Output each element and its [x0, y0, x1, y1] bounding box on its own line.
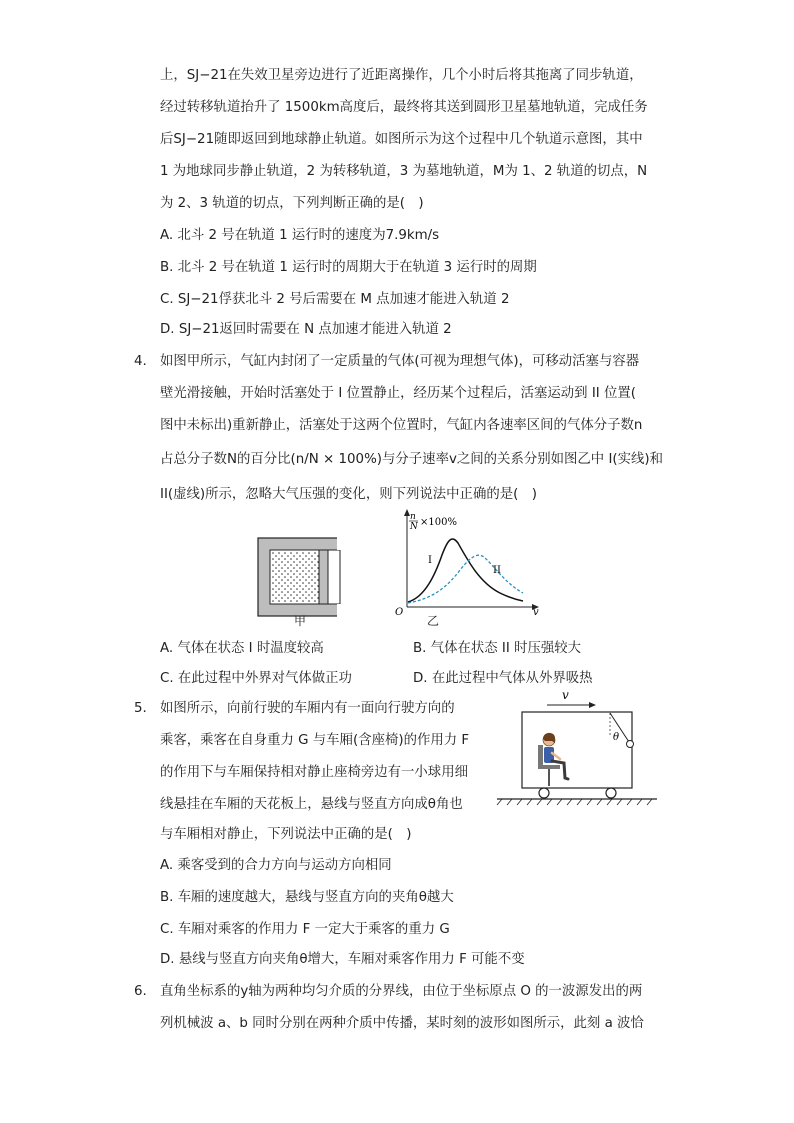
gas-region: [271, 551, 319, 603]
origin-label: O: [395, 607, 404, 618]
curve-ii-label: II: [493, 565, 501, 576]
q3-option-d: D. SJ−21返回时需要在 N 点加速才能进入轨道 2: [160, 322, 452, 337]
q5-number: 5.: [134, 701, 147, 716]
q5-figure-train-car: [492, 685, 662, 810]
q5-line-4: 线悬挂在车厢的天花板上，悬线与竖直方向成θ角也: [160, 797, 463, 812]
q5-line-2: 乘客，乘客在自身重力 G 与车厢(含座椅)的作用力 F: [160, 733, 470, 748]
q4-line-4: 占总分子数N的百分比(n/N × 100%)与分子速率v之间的关系分别如图乙中 I(实线)和: [160, 452, 664, 467]
q6-line-2: 列机械波 a、b 同时分别在两种介质中传播，某时刻的波形如图所示，此刻 a 波恰: [160, 1016, 644, 1031]
ball: [627, 741, 634, 748]
q4-option-b: B. 气体在状态 II 时压强较大: [413, 641, 582, 656]
curve-i-label: I: [428, 555, 432, 566]
q3-line-5: 为 2、3 轨道的切点，下列判断正确的是( ): [160, 196, 424, 211]
x-axis-label: v: [533, 607, 539, 618]
q4-option-d: D. 在此过程中气体从外界吸热: [413, 671, 593, 686]
q5-option-b: B. 车厢的速度越大，悬线与竖直方向的夹角θ越大: [160, 890, 454, 905]
q4-caption-right: 乙: [427, 614, 440, 628]
q5-option-a: A. 乘客受到的合力方向与运动方向相同: [160, 858, 392, 873]
q4-line-3: 图中未标出)重新静止，活塞处于这两个位置时，气缸内各速率区间的气体分子数n: [160, 418, 643, 433]
q4-option-a: A. 气体在状态 I 时温度较高: [160, 641, 324, 656]
q3-line-4: 1 为地球同步静止轨道，2 为转移轨道，3 为墓地轨道，M为 1、2 轨道的切点，N: [160, 164, 648, 179]
q6-line-1: 直角坐标系的y轴为两种均匀介质的分界线，由位于坐标原点 O 的一波源发出的两: [160, 984, 643, 999]
q3-option-a: A. 北斗 2 号在轨道 1 运行时的速度为7.9km/s: [160, 228, 440, 243]
q4-figure-distribution: [390, 505, 545, 630]
seat: [538, 765, 560, 769]
q4-line-2: 壁光滑接触，开始时活塞处于 I 位置静止，经历某个过程后，活塞运动到 II 位置(: [160, 386, 636, 401]
q4-number: 4.: [134, 354, 147, 369]
svg-text:×100%: ×100%: [420, 517, 457, 528]
piston: [319, 550, 328, 604]
wheel-left: [539, 788, 549, 798]
q5-option-c: C. 车厢对乘客的作用力 F 一定大于乘客的重力 G: [160, 922, 450, 937]
q3-option-c: C. SJ−21俘获北斗 2 号后需要在 M 点加速才能进入轨道 2: [160, 292, 510, 307]
angle-label: θ: [613, 732, 620, 743]
q4-line-1: 如图甲所示，气缸内封闭了一定质量的气体(可视为理想气体)，可移动活塞与容器: [160, 354, 640, 369]
q5-line-1: 如图所示，向前行驶的车厢内有一面向行驶方向的: [160, 701, 455, 716]
q4-option-c: C. 在此过程中外界对气体做正功: [160, 671, 352, 686]
curve-i-solid: [408, 539, 523, 602]
q3-line-3: 后SJ−21随即返回到地球静止轨道。如图所示为这个过程中几个轨道示意图，其中: [160, 132, 643, 147]
q5-line-5: 与车厢相对静止，下列说法中正确的是( ): [160, 827, 412, 842]
q3-line-2: 经过转移轨道抬升了 1500km高度后，最终将其送到圆形卫星墓地轨道，完成任务: [160, 100, 648, 115]
svg-text:n: n: [410, 512, 416, 522]
velocity-label: v: [562, 688, 569, 702]
q5-line-3: 的作用下与车厢保持相对静止座椅旁边有一小球用细: [160, 765, 468, 780]
q5-option-d: D. 悬线与竖直方向夹角θ增大，车厢对乘客作用力 F 可能不变: [160, 952, 525, 967]
q6-number: 6.: [134, 984, 147, 999]
svg-text:N: N: [410, 522, 418, 532]
q3-line-1: 上，SJ−21在失效卫星旁边进行了近距离操作，几个小时后将其拖离了同步轨道，: [160, 68, 643, 83]
q4-line-5: II(虚线)所示，忽略大气压强的变化，则下列说法中正确的是( ): [160, 487, 537, 502]
q4-caption-left: 甲: [294, 614, 307, 628]
wheel-right: [606, 788, 616, 798]
q3-option-b: B. 北斗 2 号在轨道 1 运行时的周期大于在轨道 3 运行时的周期: [160, 260, 537, 275]
